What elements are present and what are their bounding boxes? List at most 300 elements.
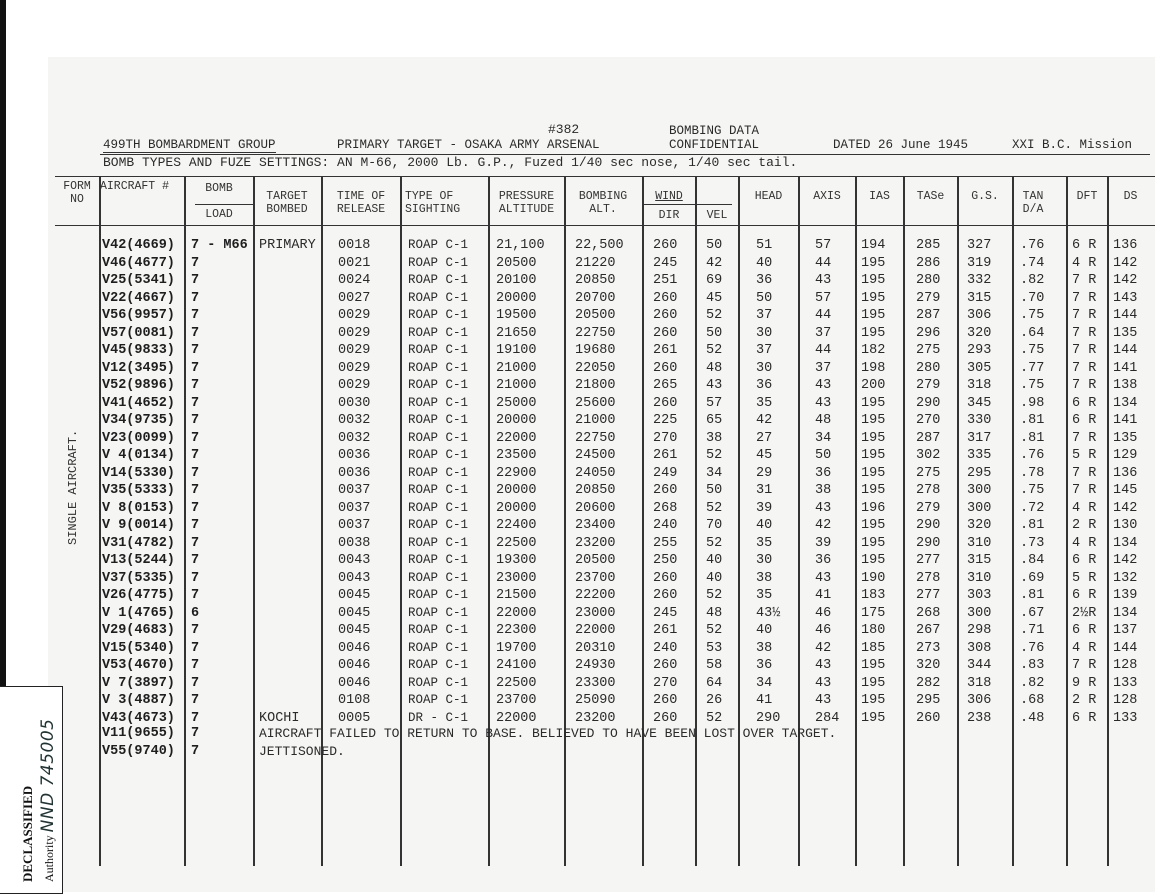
aircraft-id: V57(0081) — [102, 325, 175, 341]
wind-direction: 268 — [653, 500, 678, 516]
wind-velocity: 52 — [706, 623, 723, 638]
aircraft-id: V15(5340) — [102, 640, 175, 656]
pressure-altitude: 22400 — [496, 518, 537, 533]
column-divider — [855, 176, 857, 866]
axis: 36 — [815, 465, 832, 481]
tase: 275 — [916, 465, 941, 481]
axis: 43 — [815, 658, 832, 673]
ias: 195 — [861, 325, 886, 341]
column-divider — [321, 176, 323, 866]
wind-velocity: 52 — [706, 448, 723, 463]
wind-velocity: 52 — [706, 710, 723, 726]
ds: 128 — [1113, 693, 1138, 708]
ground-speed: 293 — [967, 343, 992, 358]
ds: 144 — [1113, 640, 1138, 656]
aircraft-id: V46(4677) — [102, 255, 175, 271]
tan-da: .70 — [1020, 290, 1045, 306]
tan-da: .84 — [1020, 553, 1045, 568]
ground-speed: 303 — [967, 588, 992, 603]
time-of-release: 0029 — [338, 308, 371, 323]
drift: 5 R — [1072, 570, 1097, 586]
header-dft: DFT — [1076, 190, 1098, 203]
bombing-altitude: 24500 — [575, 448, 616, 463]
bomb-load: 7 — [191, 395, 200, 411]
bombing-altitude: 20700 — [575, 290, 616, 306]
aircraft-id: V22(4667) — [102, 290, 175, 306]
tan-da: .67 — [1020, 605, 1045, 621]
sighting-type: ROAP C-1 — [408, 623, 469, 637]
ds: 142 — [1113, 500, 1138, 516]
heading: 31 — [756, 483, 773, 498]
ds: 142 — [1113, 255, 1138, 271]
time-of-release: 0037 — [338, 483, 371, 498]
pressure-altitude: 22000 — [496, 710, 537, 726]
pressure-altitude: 22500 — [496, 675, 537, 691]
pressure-altitude: 21500 — [496, 588, 537, 603]
bombing-altitude: 23000 — [575, 605, 616, 621]
ias: 175 — [861, 605, 886, 621]
wind-velocity: 50 — [706, 483, 723, 498]
bomb-load: 7 — [191, 710, 200, 726]
tase: 280 — [916, 360, 941, 376]
ias: 195 — [861, 693, 886, 708]
ground-speed: 295 — [967, 465, 992, 481]
ias: 195 — [861, 710, 886, 726]
bomb-load: 7 — [191, 465, 200, 481]
ds: 137 — [1113, 623, 1138, 638]
pressure-altitude: 22300 — [496, 623, 537, 638]
stamp-title: DECLASSIFIED — [20, 785, 35, 882]
tase: 302 — [916, 448, 941, 463]
note-text: AIRCRAFT FAILED TO RETURN TO BASE. BELIEVED TO HAVE BEEN LOST OVER TARGET. — [259, 726, 837, 741]
document-number: #382 — [548, 122, 580, 137]
axis: 43 — [815, 675, 832, 691]
wind-direction: 265 — [653, 378, 678, 393]
time-of-release: 0108 — [338, 693, 371, 708]
wind-direction: 270 — [653, 430, 678, 446]
header-bombing-alt: BOMBING ALT. — [578, 190, 628, 216]
axis: 38 — [815, 483, 832, 498]
bomb-load: 7 — [191, 378, 200, 393]
time-of-release: 0029 — [338, 360, 371, 376]
drift: 7 R — [1072, 273, 1097, 288]
bombing-altitude: 22750 — [575, 325, 616, 341]
wind-velocity: 50 — [706, 325, 723, 341]
mission: XXI B.C. Mission — [1012, 138, 1133, 152]
ias: 195 — [861, 465, 886, 481]
ds: 141 — [1113, 413, 1138, 428]
tan-da: .98 — [1020, 395, 1045, 411]
time-of-release: 0032 — [338, 413, 371, 428]
heading: 40 — [756, 518, 773, 533]
ds: 143 — [1113, 290, 1138, 306]
pressure-altitude: 20000 — [496, 483, 537, 498]
tan-da: .72 — [1020, 500, 1045, 516]
wind-velocity: 34 — [706, 465, 723, 481]
bombing-altitude: 20500 — [575, 308, 616, 323]
tan-da: .71 — [1020, 623, 1045, 638]
ias: 200 — [861, 378, 886, 393]
tan-da: .69 — [1020, 570, 1045, 586]
sighting-type: ROAP C-1 — [408, 465, 469, 480]
sighting-type: ROAP C-1 — [408, 448, 469, 462]
bombing-altitude: 22200 — [575, 588, 616, 603]
wind-direction: 245 — [653, 255, 678, 271]
ds: 129 — [1113, 448, 1138, 463]
wind-direction: 260 — [653, 658, 678, 673]
header-type-of-sighting: TYPE OF SIGHTING — [405, 190, 461, 216]
pressure-altitude: 21650 — [496, 325, 537, 341]
ds: 134 — [1113, 395, 1138, 411]
bomb-load: 7 — [191, 588, 200, 603]
sighting-type: ROAP C-1 — [408, 308, 469, 322]
ias: 195 — [861, 255, 886, 271]
header-wind-dir: DIR — [658, 209, 680, 222]
drift: 7 R — [1072, 658, 1097, 673]
tan-da: .76 — [1020, 640, 1045, 656]
ias: 195 — [861, 448, 886, 463]
drift: 6 R — [1072, 238, 1097, 253]
bombing-altitude: 22050 — [575, 360, 616, 376]
heading: 29 — [756, 465, 773, 481]
tase: 320 — [916, 658, 941, 673]
wind-velocity: 52 — [706, 588, 723, 603]
time-of-release: 0029 — [338, 378, 371, 393]
wind-direction: 240 — [653, 518, 678, 533]
wind-direction: 261 — [653, 343, 678, 358]
wind-direction: 260 — [653, 395, 678, 411]
ds: 141 — [1113, 360, 1138, 376]
sighting-type: ROAP C-1 — [408, 500, 469, 515]
header-ias: IAS — [869, 190, 890, 203]
column-divider — [695, 176, 697, 866]
heading: 45 — [756, 448, 773, 463]
time-of-release: 0029 — [338, 343, 371, 358]
pressure-altitude: 19700 — [496, 640, 537, 656]
wind-direction: 260 — [653, 570, 678, 586]
header-target-bombed: TARGET BOMBED — [266, 190, 308, 216]
bomb-load: 7 — [191, 640, 200, 656]
header-bomb: BOMB — [205, 182, 233, 195]
pressure-altitude: 23000 — [496, 570, 537, 586]
time-of-release: 0032 — [338, 430, 371, 446]
target-bombed: KOCHI — [259, 710, 300, 726]
aircraft-id: V13(5244) — [102, 553, 175, 568]
stamp-text — [20, 719, 58, 883]
wind-direction: 260 — [653, 238, 678, 253]
time-of-release: 0046 — [338, 675, 371, 691]
ds: 144 — [1113, 308, 1138, 323]
wind-velocity: 52 — [706, 308, 723, 323]
drift: 9 R — [1072, 675, 1097, 691]
heading: 40 — [756, 623, 773, 638]
drift: 6 R — [1072, 395, 1097, 411]
header-pressure-altitude: PRESSURE ALTITUDE — [498, 190, 555, 216]
table-header-rule — [55, 225, 1155, 226]
column-divider — [1107, 176, 1109, 866]
drift: 7 R — [1072, 290, 1097, 306]
axis: 46 — [815, 605, 832, 621]
bomb-load: 7 — [191, 675, 200, 691]
bomb-load: 7 — [191, 518, 200, 533]
ds: 133 — [1113, 710, 1138, 726]
time-of-release: 0043 — [338, 553, 371, 568]
pressure-altitude: 21000 — [496, 378, 537, 393]
ground-speed: 318 — [967, 378, 992, 393]
pressure-altitude: 20000 — [496, 413, 537, 428]
ground-speed: 306 — [967, 693, 992, 708]
ground-speed: 300 — [967, 605, 992, 621]
sighting-type: ROAP C-1 — [408, 535, 469, 550]
ds: 142 — [1113, 553, 1138, 568]
tase: 267 — [916, 623, 941, 638]
column-divider — [253, 176, 255, 866]
wind-direction: 270 — [653, 675, 678, 691]
ground-speed: 315 — [967, 553, 992, 568]
aircraft-id: V14(5330) — [102, 465, 175, 481]
column-divider — [738, 176, 740, 866]
heading: 36 — [756, 658, 773, 673]
ground-speed: 238 — [967, 710, 992, 726]
wind-direction: 260 — [653, 710, 678, 726]
wind-velocity: 48 — [706, 360, 723, 376]
heading: 41 — [756, 693, 773, 708]
heading: 30 — [756, 325, 773, 341]
tan-da: .76 — [1020, 238, 1045, 253]
sighting-type: ROAP C-1 — [408, 290, 469, 305]
aircraft-id: V37(5335) — [102, 570, 175, 586]
wind-velocity: 40 — [706, 570, 723, 586]
wind-velocity: 52 — [706, 535, 723, 551]
tan-da: .81 — [1020, 588, 1045, 603]
time-of-release: 0027 — [338, 290, 371, 306]
wind-direction: 260 — [653, 483, 678, 498]
ground-speed: 344 — [967, 658, 992, 673]
bomb-load: 7 — [191, 290, 200, 306]
heading: 37 — [756, 308, 773, 323]
drift: 7 R — [1072, 378, 1097, 393]
ias: 194 — [861, 238, 886, 253]
wind-velocity: 69 — [706, 273, 723, 288]
wind-direction: 250 — [653, 553, 678, 568]
column-divider — [798, 176, 800, 866]
ias: 195 — [861, 273, 886, 288]
bomb-load: 7 — [191, 430, 200, 446]
ground-speed: 345 — [967, 395, 992, 411]
ias: 195 — [861, 290, 886, 306]
wind-velocity: 53 — [706, 640, 723, 656]
header-tan-da: TAN D/A — [1022, 190, 1044, 216]
axis: 46 — [815, 623, 832, 638]
tase: 295 — [916, 693, 941, 708]
wind-direction: 260 — [653, 360, 678, 376]
bomb-load: 7 - M66 — [191, 238, 248, 253]
tase: 290 — [916, 395, 941, 411]
drift: 7 R — [1072, 343, 1097, 358]
wind-velocity: 57 — [706, 395, 723, 411]
bomb-load: 7 — [191, 308, 200, 323]
wind-direction: 240 — [653, 640, 678, 656]
bomb-load: 6 — [191, 605, 200, 621]
tase: 277 — [916, 553, 941, 568]
drift: 6 R — [1072, 553, 1097, 568]
wind-direction: 260 — [653, 693, 678, 708]
header-load: LOAD — [205, 208, 233, 221]
wind-velocity: 50 — [706, 238, 723, 253]
axis: 36 — [815, 553, 832, 568]
heading: 35 — [756, 535, 773, 551]
axis: 43 — [815, 570, 832, 586]
aircraft-id: V45(9833) — [102, 343, 175, 358]
wind-velocity: 70 — [706, 518, 723, 533]
ds: 144 — [1113, 343, 1138, 358]
wind-velocity: 42 — [706, 255, 723, 271]
tan-da: .81 — [1020, 430, 1045, 446]
bombing-altitude: 23200 — [575, 710, 616, 726]
tan-da: .82 — [1020, 273, 1045, 288]
tase: 279 — [916, 500, 941, 516]
drift: 7 R — [1072, 465, 1097, 481]
ias: 182 — [861, 343, 886, 358]
pressure-altitude: 22500 — [496, 535, 537, 551]
date: DATED 26 June 1945 — [833, 138, 969, 152]
time-of-release: 0045 — [338, 605, 371, 621]
aircraft-id: V 9(0014) — [102, 518, 175, 533]
axis: 34 — [815, 430, 832, 446]
sighting-type: ROAP C-1 — [408, 395, 469, 410]
column-divider — [99, 176, 101, 866]
column-divider — [564, 176, 566, 866]
ias: 185 — [861, 640, 886, 656]
ias: 195 — [861, 308, 886, 323]
aircraft-id: V41(4652) — [102, 395, 175, 411]
bomb-load: 7 — [191, 535, 200, 551]
note-text: JETTISONED. — [259, 744, 345, 759]
bombing-altitude: 23400 — [575, 518, 616, 533]
bombing-altitude: 25090 — [575, 693, 616, 708]
time-of-release: 0036 — [338, 465, 371, 481]
heading: 27 — [756, 430, 773, 446]
tan-da: .81 — [1020, 413, 1045, 428]
single-aircraft-label: SINGLE AIRCRAFT. — [66, 429, 80, 545]
pressure-altitude: 22000 — [496, 430, 537, 446]
wind-direction: 260 — [653, 308, 678, 323]
aircraft-id: V56(9957) — [102, 308, 175, 323]
wind-velocity: 26 — [706, 693, 723, 708]
tan-da: .75 — [1020, 343, 1045, 358]
ias: 195 — [861, 658, 886, 673]
sighting-type: ROAP C-1 — [408, 325, 469, 340]
drift: 4 R — [1072, 640, 1097, 656]
pressure-altitude: 19100 — [496, 343, 537, 358]
wind-velocity: 64 — [706, 675, 723, 691]
wind-velocity: 45 — [706, 290, 723, 306]
aircraft-id: V12(3495) — [102, 360, 175, 376]
ds: 133 — [1113, 675, 1138, 691]
bomb-load: 7 — [191, 255, 200, 271]
pressure-altitude: 22000 — [496, 605, 537, 621]
aircraft-id: V53(4670) — [102, 658, 175, 673]
drift: 7 R — [1072, 308, 1097, 323]
sighting-type: ROAP C-1 — [408, 570, 469, 585]
bomb-load: 7 — [191, 273, 200, 288]
tase: 273 — [916, 640, 941, 656]
axis: 50 — [815, 448, 832, 463]
wind-direction: 261 — [653, 448, 678, 463]
wind-velocity: 48 — [706, 605, 723, 621]
ds: 145 — [1113, 483, 1138, 498]
header-wind: WIND — [655, 190, 683, 203]
wind-velocity: 43 — [706, 378, 723, 393]
ias: 180 — [861, 623, 886, 638]
aircraft-id: V 7(3897) — [102, 675, 175, 691]
sighting-type: ROAP C-1 — [408, 693, 469, 707]
ds: 136 — [1113, 465, 1138, 481]
ground-speed: 327 — [967, 238, 992, 253]
column-divider — [903, 176, 905, 866]
ds: 136 — [1113, 238, 1138, 253]
axis: 39 — [815, 535, 832, 551]
bombing-altitude: 20310 — [575, 640, 616, 656]
ias: 183 — [861, 588, 886, 603]
bomb-load: 7 — [191, 413, 200, 428]
header-form-no: FORM NO — [63, 180, 91, 206]
axis: 42 — [815, 518, 832, 533]
sighting-type: ROAP C-1 — [408, 378, 469, 392]
wind-rule — [642, 204, 732, 205]
tan-da: .78 — [1020, 465, 1045, 481]
heading: 50 — [756, 290, 773, 306]
tase: 290 — [916, 535, 941, 551]
header-ds: DS — [1123, 190, 1138, 203]
sighting-type: ROAP C-1 — [408, 518, 469, 532]
header-tase: TASe — [916, 190, 945, 203]
tan-da: .73 — [1020, 535, 1045, 551]
tan-da: .75 — [1020, 483, 1045, 498]
heading: 42 — [756, 413, 773, 428]
tase: 278 — [916, 483, 941, 498]
sighting-type: ROAP C-1 — [408, 430, 469, 445]
sighting-type: ROAP C-1 — [408, 255, 469, 270]
aircraft-id: V52(9896) — [102, 378, 175, 393]
wind-direction: 261 — [653, 623, 678, 638]
time-of-release: 0045 — [338, 623, 371, 638]
aircraft-id: V 3(4887) — [102, 693, 175, 708]
drift: 5 R — [1072, 448, 1097, 463]
aircraft-id: V11(9655) — [102, 726, 175, 741]
header-axis: AXIS — [813, 190, 841, 203]
time-of-release: 0005 — [338, 710, 371, 726]
heading: 40 — [756, 255, 773, 271]
pressure-altitude: 22900 — [496, 465, 537, 481]
aircraft-id: V34(9735) — [102, 413, 175, 428]
heading: 43½ — [756, 605, 781, 621]
bomb-load: 7 — [191, 570, 200, 586]
pressure-altitude: 23500 — [496, 448, 537, 463]
axis: 44 — [815, 308, 832, 323]
wind-direction: 249 — [653, 465, 678, 481]
ias: 195 — [861, 535, 886, 551]
pressure-altitude: 20000 — [496, 500, 537, 516]
tase: 282 — [916, 675, 941, 691]
axis: 37 — [815, 360, 832, 376]
pressure-altitude: 19300 — [496, 553, 537, 568]
bomb-load: 7 — [191, 658, 200, 673]
ground-speed: 335 — [967, 448, 992, 463]
time-of-release: 0018 — [338, 238, 371, 253]
ground-speed: 317 — [967, 430, 992, 446]
bombing-altitude: 20500 — [575, 553, 616, 568]
